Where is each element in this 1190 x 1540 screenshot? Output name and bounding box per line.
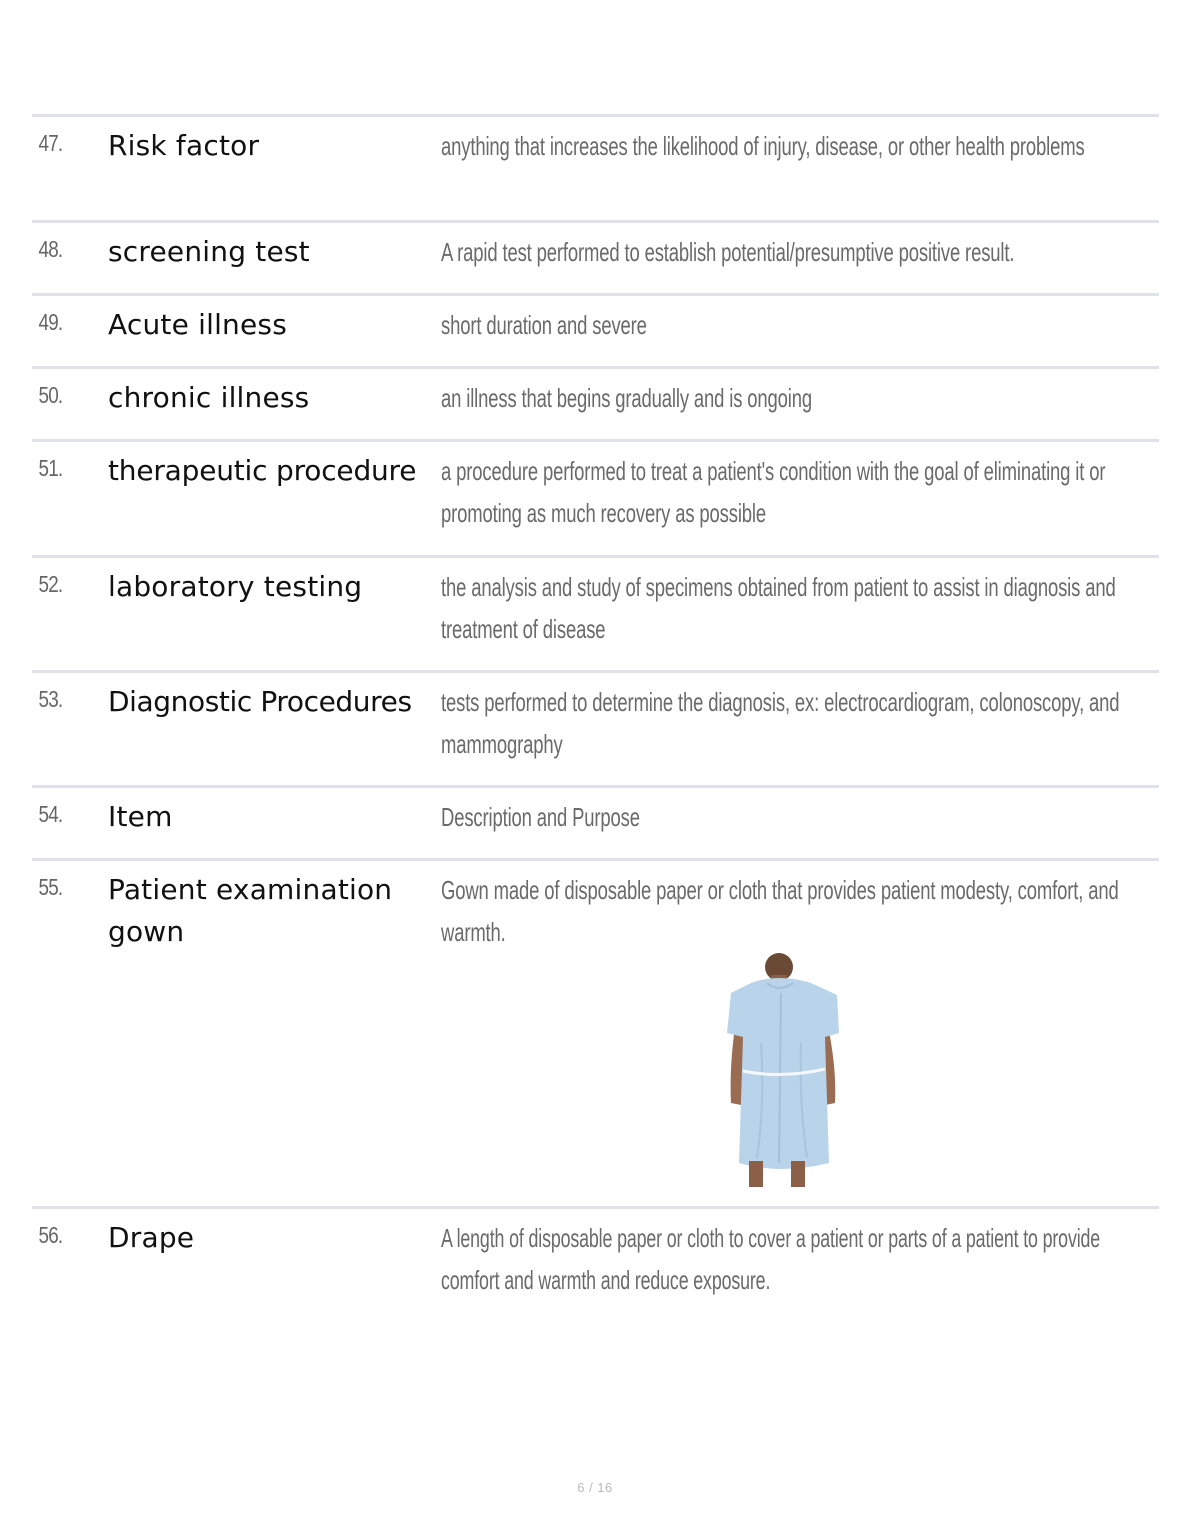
row-number: 51. xyxy=(38,455,63,481)
table-row xyxy=(32,858,1159,1206)
definition: Gown made of disposable paper or cloth that provides patient modesty, comfort, and warmth. xyxy=(441,875,1119,947)
row-number: 50. xyxy=(38,382,63,408)
table-row xyxy=(32,366,1159,439)
row-number: 49. xyxy=(38,309,63,335)
row-number: 55. xyxy=(38,874,63,900)
term: Patient examination gown xyxy=(108,873,393,948)
row-number: 48. xyxy=(38,236,63,262)
table-row xyxy=(32,670,1159,785)
row-number: 54. xyxy=(38,801,63,827)
table-row xyxy=(32,293,1159,366)
term: Risk factor xyxy=(108,129,260,162)
glossary-table xyxy=(32,114,1159,1326)
term: therapeutic procedure xyxy=(108,454,417,487)
definition: tests performed to determine the diagnosis, ex: electrocardiogram, colonoscopy, and mammography xyxy=(441,687,1120,759)
row-number: 47. xyxy=(38,130,63,156)
term: chronic illness xyxy=(108,381,310,414)
definition: Description and Purpose xyxy=(441,802,640,832)
term: Item xyxy=(108,800,173,833)
table-row xyxy=(32,555,1159,670)
row-number: 52. xyxy=(38,571,63,597)
term: Acute illness xyxy=(108,308,287,341)
table-row xyxy=(32,114,1159,220)
table-row xyxy=(32,439,1159,555)
definition: A length of disposable paper or cloth to cover a patient or parts of a patient to provide comfort and warmth and reduce exposure. xyxy=(441,1223,1101,1295)
definition: short duration and severe xyxy=(441,310,647,340)
definition: anything that increases the likelihood of injury, disease, or other health problems xyxy=(441,131,1085,161)
term: Diagnostic Procedures xyxy=(108,685,412,718)
definition: a procedure performed to treat a patient's condition with the goal of eliminating it or promoting as much recovery as possible xyxy=(441,456,1106,528)
term: screening test xyxy=(108,235,310,268)
definition: an illness that begins gradually and is ongoing xyxy=(441,383,812,413)
row-number: 56. xyxy=(38,1222,63,1248)
term: Drape xyxy=(108,1221,195,1254)
patient-gown-image xyxy=(721,953,861,1189)
definition: A rapid test performed to establish potential/presumptive positive result. xyxy=(441,237,1015,267)
page-number: 6 / 16 xyxy=(577,1480,613,1495)
table-row xyxy=(32,785,1159,858)
table-row xyxy=(32,220,1159,293)
definition: the analysis and study of specimens obtained from patient to assist in diagnosis and treatment of disease xyxy=(441,572,1116,644)
term: laboratory testing xyxy=(108,570,363,603)
table-row xyxy=(32,1206,1159,1326)
row-number: 53. xyxy=(38,686,63,712)
